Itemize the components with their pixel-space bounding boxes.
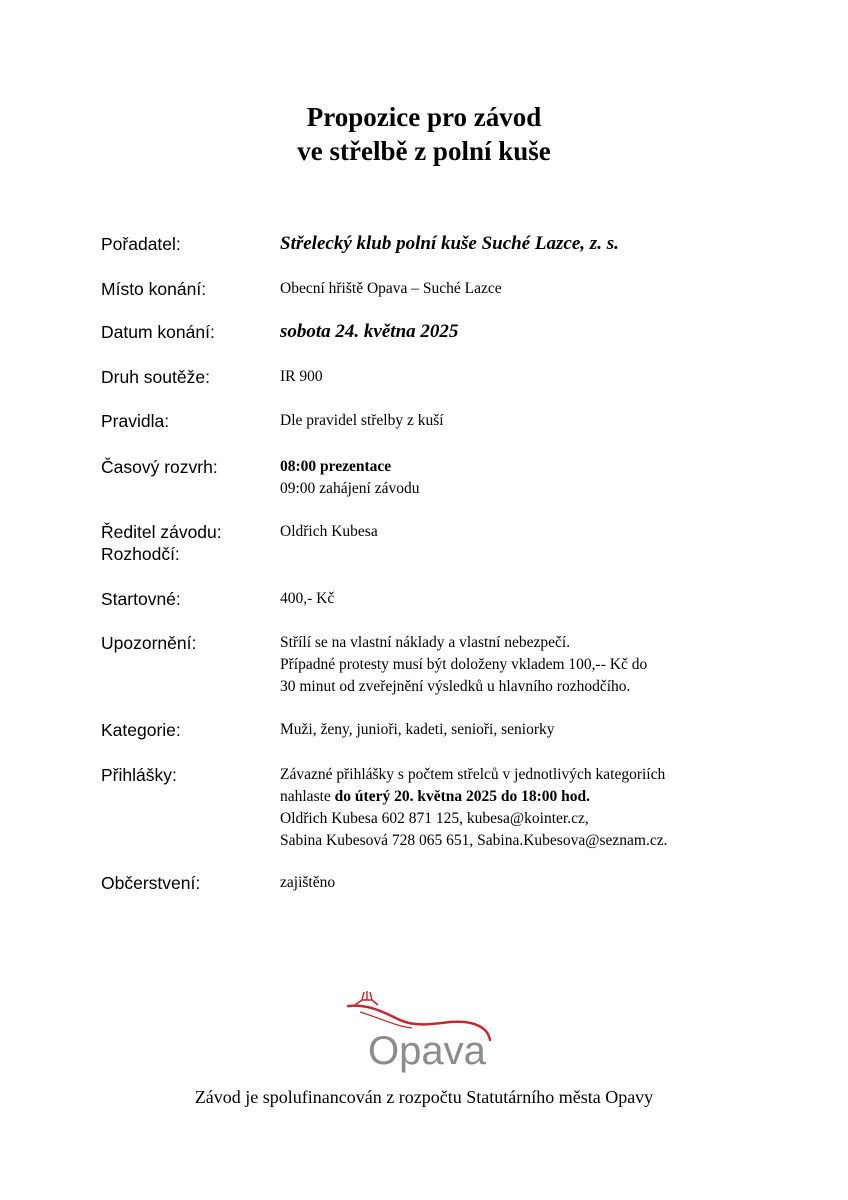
rozvrh-line-2: 09:00 zahájení závodu bbox=[280, 480, 420, 497]
label-poradatel: Pořadatel: bbox=[101, 234, 181, 254]
upozorneni-line-3: 30 minut od zveřejnění výsledků u hlavního rozhodčího. bbox=[280, 678, 631, 695]
label-kategorie: Kategorie: bbox=[101, 720, 181, 740]
value-reditel: Oldřich Kubesa bbox=[280, 523, 378, 540]
value-obcerstveni: zajištěno bbox=[280, 874, 336, 891]
label-prihlasky: Přihlášky: bbox=[101, 765, 177, 785]
footer-note: Závod je spolufinancován z rozpočtu Statutárního města Opavy bbox=[194, 1087, 654, 1107]
prihlasky-line-1: Závazné přihlášky s počtem střelců v jednotlivých kategoriích bbox=[280, 766, 666, 783]
value-datum: sobota 24. května 2025 bbox=[280, 321, 459, 342]
upozorneni-line-2: Případné protesty musí být doloženy vkladem 100,-- Kč do bbox=[280, 656, 648, 673]
value-druh: IR 900 bbox=[280, 368, 323, 385]
label-reditel-line-1: Ředitel závodu: bbox=[101, 522, 222, 542]
prihlasky-line-3: Oldřich Kubesa 602 871 125, kubesa@kointer.cz, bbox=[280, 810, 589, 827]
title-line-2: ve střelbě z polní kuše bbox=[297, 136, 551, 166]
value-kategorie: Muži, ženy, junioři, kadeti, senioři, seniorky bbox=[280, 721, 555, 738]
rozvrh-line-1: 08:00 prezentace bbox=[280, 458, 392, 475]
value-rozvrh bbox=[280, 456, 820, 500]
label-reditel-line-2: Rozhodčí: bbox=[101, 544, 180, 564]
label-datum: Datum konání: bbox=[101, 322, 215, 342]
value-startovne: 400,- Kč bbox=[280, 590, 335, 607]
label-startovne: Startovné: bbox=[101, 589, 181, 609]
label-pravidla: Pravidla: bbox=[101, 411, 170, 431]
page-title bbox=[0, 100, 848, 168]
opava-logo bbox=[340, 988, 510, 1078]
value-misto: Obecní hřiště Opava – Suché Lazce bbox=[280, 280, 502, 297]
label-rozvrh: Časový rozvrh: bbox=[101, 457, 218, 477]
label-reditel bbox=[101, 521, 276, 565]
prihlasky-deadline: do úterý 20. května 2025 do 18:00 hod. bbox=[334, 788, 591, 805]
title-line-1: Propozice pro závod bbox=[306, 102, 542, 132]
prihlasky-line-2-prefix: nahlaste bbox=[280, 788, 335, 805]
label-druh: Druh soutěže: bbox=[101, 367, 210, 387]
label-obcerstveni: Občerstvení: bbox=[101, 873, 201, 893]
label-upozorneni: Upozornění: bbox=[101, 633, 197, 653]
value-prihlasky bbox=[280, 764, 820, 852]
prihlasky-line-4: Sabina Kubesová 728 065 651, Sabina.Kubesova@seznam.cz. bbox=[280, 832, 668, 849]
upozorneni-line-1: Střílí se na vlastní náklady a vlastní nebezpečí. bbox=[280, 634, 571, 651]
value-upozorneni bbox=[280, 632, 820, 698]
value-pravidla: Dle pravidel střelby z kuší bbox=[280, 412, 444, 429]
crown-icon bbox=[355, 991, 378, 1005]
label-misto: Místo konání: bbox=[101, 279, 207, 299]
logo-text: Opava bbox=[368, 1029, 486, 1073]
value-poradatel: Střelecký klub polní kuše Suché Lazce, z. s. bbox=[280, 233, 619, 254]
prihlasky-line-2 bbox=[280, 786, 820, 808]
